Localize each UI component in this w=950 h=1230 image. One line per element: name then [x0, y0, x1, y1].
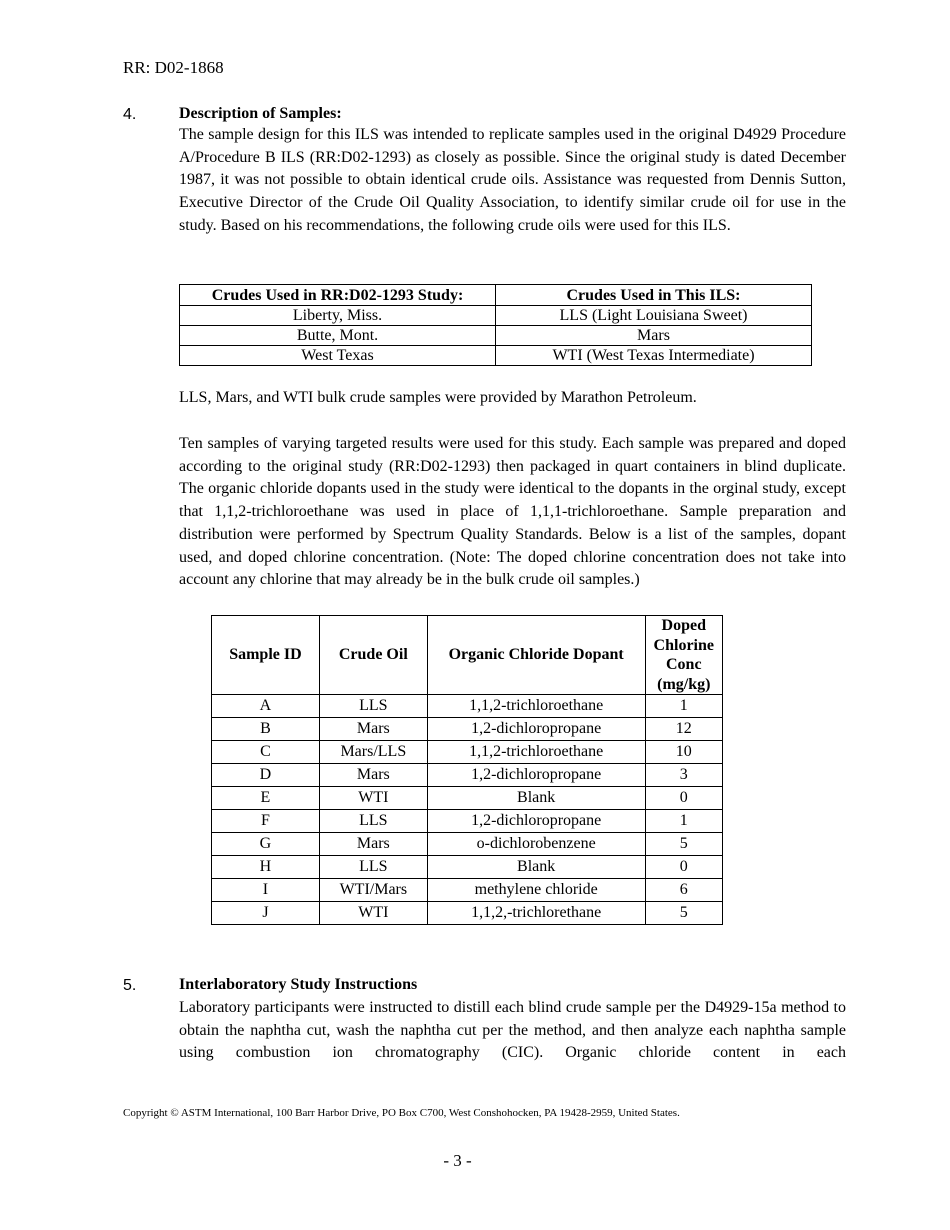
table-cell: E — [212, 787, 320, 810]
table-row — [212, 833, 723, 856]
section-4-intro-paragraph: The sample design for this ILS was intended to replicate samples used in the original D4929 Procedure A/Procedure B ILS (RR:D02-1293) as closely as possible. Since the original study is dated December 1987, it was not possible to obtain identical crude oils. Assistance was requested from Dennis Sutton, Executive Director of the Crude Oil Quality Association, to identify similar crude oil for use in the study. Based on his recommendations, the following crude oils were used for this ILS. — [179, 126, 846, 234]
table-cell: B — [212, 718, 320, 741]
table-cell: 0 — [645, 787, 722, 810]
table-cell: C — [212, 741, 320, 764]
table-cell: Liberty, Miss. — [180, 306, 496, 326]
table-cell: 0 — [645, 856, 722, 879]
table-cell: LLS — [319, 856, 427, 879]
crudes-table-header-cell: Crudes Used in RR:D02-1293 Study: — [180, 285, 496, 306]
crudes-table — [179, 284, 812, 366]
table-cell: 1,1,2-trichloroethane — [427, 695, 645, 718]
table-row — [180, 326, 812, 346]
table-cell: J — [212, 902, 320, 925]
table-row — [212, 856, 723, 879]
table-cell: methylene chloride — [427, 879, 645, 902]
table-row — [212, 764, 723, 787]
table-cell: G — [212, 833, 320, 856]
table-row — [212, 810, 723, 833]
section-4-number: 4. — [123, 106, 137, 123]
table-cell: I — [212, 879, 320, 902]
crudes-table-header-cell: Crudes Used in This ILS: — [496, 285, 812, 306]
table-cell: 1,2-dichloropropane — [427, 718, 645, 741]
samples-table-header-cell: Crude Oil — [319, 616, 427, 695]
table-cell: 5 — [645, 902, 722, 925]
crudes-table-header-row — [180, 285, 812, 306]
copyright-footer: Copyright © ASTM International, 100 Barr Harbor Drive, PO Box C700, West Conshohocken, PA 19428-2959, United States. — [123, 1107, 680, 1119]
table-cell: F — [212, 810, 320, 833]
table-cell: Mars — [319, 718, 427, 741]
table-cell: 5 — [645, 833, 722, 856]
table-cell: Blank — [427, 856, 645, 879]
table-cell: WTI/Mars — [319, 879, 427, 902]
table-cell: D — [212, 764, 320, 787]
table-cell: West Texas — [180, 346, 496, 366]
table-cell: Butte, Mont. — [180, 326, 496, 346]
table-cell: o-dichlorobenzene — [427, 833, 645, 856]
table-cell: LLS — [319, 810, 427, 833]
table-cell: 6 — [645, 879, 722, 902]
table-cell: LLS — [319, 695, 427, 718]
table-cell: 1,1,2,-trichlorethane — [427, 902, 645, 925]
samples-paragraph: Ten samples of varying targeted results were used for this study. Each sample was prepared and doped according to the original study (RR:D02-1293) then packaged in quart containers in blind duplicate. The organic chloride dopants used in the study were identical to the dopants in the orginal study, except that 1,1,2-trichloroethane was used in place of 1,1,1-trichloroethane. Sample preparation and distribution were performed by Spectrum Quality Standards. Below is a list of the samples, dopant used, and doped chlorine concentration. (Note: The doped chlorine concentration does not take into account any chlorine that may already be in the bulk crude oil samples.) — [179, 435, 846, 589]
table-cell: Mars — [496, 326, 812, 346]
section-5-paragraph: Laboratory participants were instructed to distill each blind crude sample per the D4929-15a method to obtain the naphtha cut, wash the naphtha cut per the method, and then analyze each naphtha sample using combustion ion chromatography (CIC). Organic chloride content in each — [179, 999, 846, 1062]
table-cell: 1,1,2-trichloroethane — [427, 741, 645, 764]
section-5-heading: Interlaboratory Study Instructions — [179, 976, 418, 993]
table-cell: 3 — [645, 764, 722, 787]
table-row — [212, 741, 723, 764]
samples-table-header-cell: Doped Chlorine Conc (mg/kg) — [645, 616, 722, 695]
table-row — [180, 306, 812, 326]
table-row — [180, 346, 812, 366]
table-cell: Mars — [319, 764, 427, 787]
table-row — [212, 902, 723, 925]
table-cell: LLS (Light Louisiana Sweet) — [496, 306, 812, 326]
page-number: - 3 - — [443, 1151, 472, 1170]
table-row — [212, 718, 723, 741]
table-cell: 1 — [645, 810, 722, 833]
table-cell: Mars — [319, 833, 427, 856]
samples-table-header-cell: Organic Chloride Dopant — [427, 616, 645, 695]
table-cell: WTI — [319, 787, 427, 810]
table-cell: 10 — [645, 741, 722, 764]
table-cell: WTI (West Texas Intermediate) — [496, 346, 812, 366]
table-cell: 1,2-dichloropropane — [427, 764, 645, 787]
table-cell: 12 — [645, 718, 722, 741]
table-cell: 1 — [645, 695, 722, 718]
table-cell: 1,2-dichloropropane — [427, 810, 645, 833]
samples-table-header-cell: Sample ID — [212, 616, 320, 695]
table-row — [212, 787, 723, 810]
table-cell: A — [212, 695, 320, 718]
section-5-number: 5. — [123, 977, 137, 994]
table-cell: H — [212, 856, 320, 879]
table-cell: WTI — [319, 902, 427, 925]
report-id: RR: D02-1868 — [123, 58, 224, 77]
table-row — [212, 879, 723, 902]
samples-table-header-row — [212, 616, 723, 695]
table-cell: Mars/LLS — [319, 741, 427, 764]
samples-table — [211, 615, 723, 925]
table-row — [212, 695, 723, 718]
table-cell: Blank — [427, 787, 645, 810]
section-4-heading: Description of Samples: — [179, 105, 342, 122]
crude-supply-note: LLS, Mars, and WTI bulk crude samples were provided by Marathon Petroleum. — [179, 389, 697, 406]
